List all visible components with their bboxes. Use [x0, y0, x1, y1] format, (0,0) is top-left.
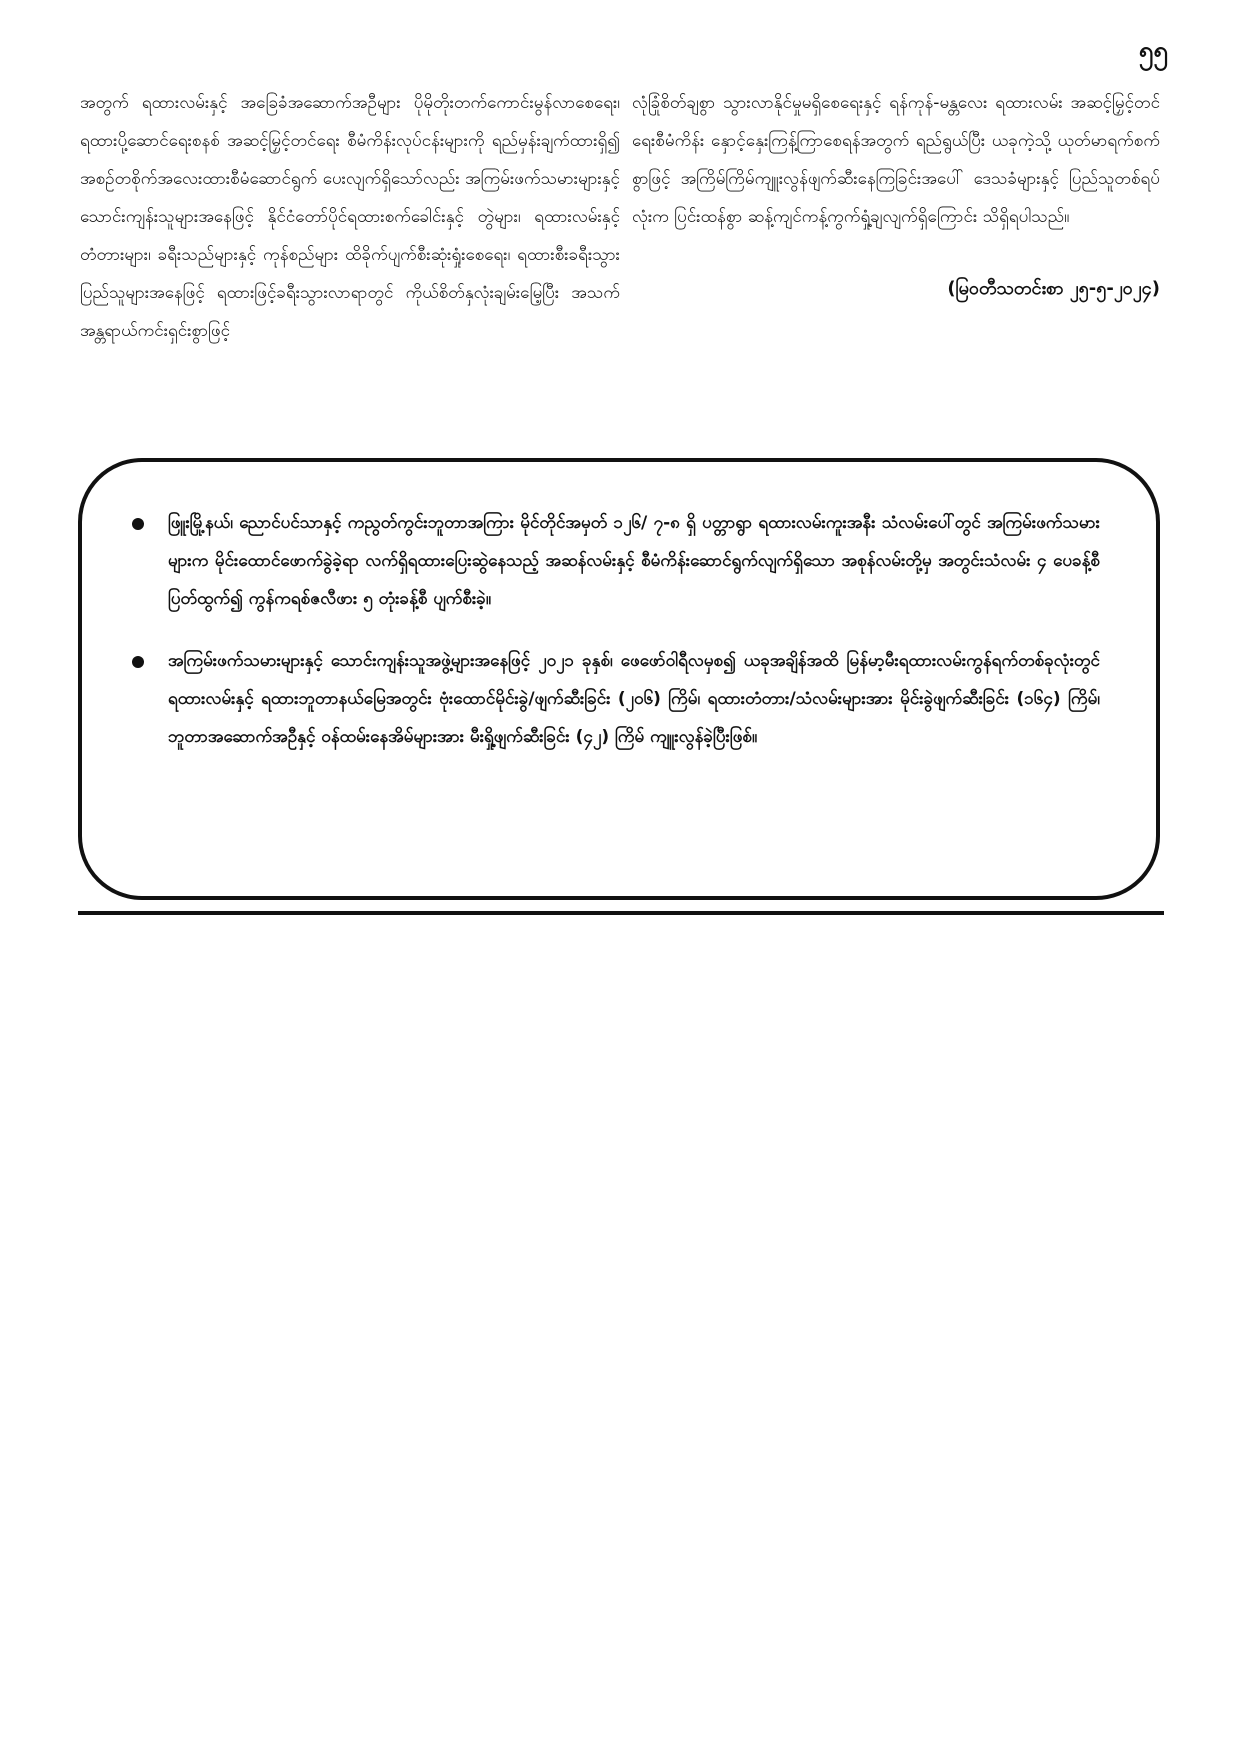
bullet-item [132, 642, 1100, 756]
bullet-list [132, 504, 1100, 756]
right-column [632, 84, 1160, 350]
bullet-text: အကြမ်းဖက်သမားများနှင့် သောင်းကျန်းသူအဖွဲ့များအနေဖြင့် ၂၀၂၁ ခုနှစ်၊ ဖေဖော်ဝါရီလမှစ၍ ယခုအချိန်အထိ မြန်မာ့မီးရထားလမ်းကွန်ရက်တစ်ခုလုံးတွင် ရထားလမ်းနှင့် ရထားဘူတာနယ်မြေအတွင်း ဗုံးထောင်မိုင်းခွဲ/ဖျက်ဆီးခြင်း (၂၀၆) ကြိမ်၊ ရထားတံတား/သံလမ်းများအား မိုင်းခွဲဖျက်ဆီးခြင်း (၁၆၄) ကြိမ်၊ ဘူတာအဆောက်အဦနှင့် ဝန်ထမ်းနေအိမ်များအား မီးရှို့ဖျက်ဆီးခြင်း (၄၂) ကြိမ် ကျူးလွန်ခဲ့ပြီးဖြစ်။ [168, 651, 1100, 747]
highlight-box [78, 458, 1160, 900]
source-citation: (မြဝတီသတင်းစာ ၂၅-၅-၂၀၂၄) [947, 278, 1160, 299]
two-column-body [80, 84, 1160, 350]
bullet-item [132, 504, 1100, 618]
left-column [80, 84, 620, 350]
bullet-text: ဖြူးမြို့နယ်၊ ညောင်ပင်သာနှင့် ကညွတ်ကွင်းဘူတာအကြား မိုင်တိုင်အမှတ် ၁၂၆/ ၇-၈ ရှိ ပတ္တာရွာ ရထားလမ်းကူးအနီး သံလမ်းပေါ်တွင် အကြမ်းဖက်သမားများက မိုင်းထောင်ဖောက်ခွဲခဲ့ရာ လက်ရှိရထားပြေးဆွဲနေသည့် အဆန်လမ်းနှင့် စီမံကိန်းဆောင်ရွက်လျက်ရှိသော အစုန်လမ်းတို့မှ အတွင်းသံလမ်း ၄ ပေခန့်စီ ပြတ်ထွက်၍ ကွန်ကရစ်ဇလီဖား ၅ တုံးခန့်စီ ပျက်စီးခဲ့။ [168, 513, 1100, 609]
bullet-dot-icon [132, 656, 144, 668]
bullet-dot-icon [132, 518, 144, 530]
right-column-paragraph: လုံခြုံစိတ်ချစွာ သွားလာနိုင်မှုမရှိစေရေးနှင့် ရန်ကုန်-မန္တလေး ရထားလမ်း အဆင့်မြှင့်တင်ရေးစီမံကိန်း နှောင့်နှေးကြန့်ကြာစေရန်အတွက် ရည်ရွယ်ပြီး ယခုကဲ့သို့ ယုတ်မာရက်စက်စွာဖြင့် အကြိမ်ကြိမ်ကျူးလွန်ဖျက်ဆီးနေကြခြင်းအပေါ် ဒေသခံများနှင့် ပြည်သူတစ်ရပ်လုံးက ပြင်းထန်စွာ ဆန့်ကျင်ကန့်ကွက်ရှုံ့ချလျက်ရှိကြောင်း သိရှိရပါသည်။ [632, 93, 1160, 227]
horizontal-divider [78, 911, 1164, 915]
left-column-paragraph: အတွက် ရထားလမ်းနှင့် အခြေခံအဆောက်အဦများ ပိုမိုတိုးတက်ကောင်းမွန်လာစေရေး၊ ရထားပို့ဆောင်ရေးစနစ် အဆင့်မြှင့်တင်ရေး စီမံကိန်းလုပ်ငန်းများကို ရည်မှန်းချက်ထားရှိ၍ အစဉ်တစိုက်အလေးထားစီမံဆောင်ရွက် ပေးလျက်ရှိသော်လည်း အကြမ်းဖက်သမားများနှင့် သောင်းကျန်းသူများအနေဖြင့် နိုင်ငံတော်ပိုင်ရထားစက်ခေါင်းနှင့် တွဲများ၊ ရထားလမ်းနှင့် တံတားများ၊ ခရီးသည်များနှင့် ကုန်စည်များ ထိခိုက်ပျက်စီးဆုံးရှုံးစေရေး၊ ရထားစီးခရီးသွားပြည်သူများအနေဖြင့် ရထားဖြင့်ခရီးသွားလာရာတွင် ကိုယ်စိတ်နှလုံးချမ်းမြေ့ပြီး အသက်အန္တရာယ်ကင်းရှင်းစွာဖြင့် [80, 93, 620, 341]
page-number: ၅၅ [1138, 36, 1168, 66]
